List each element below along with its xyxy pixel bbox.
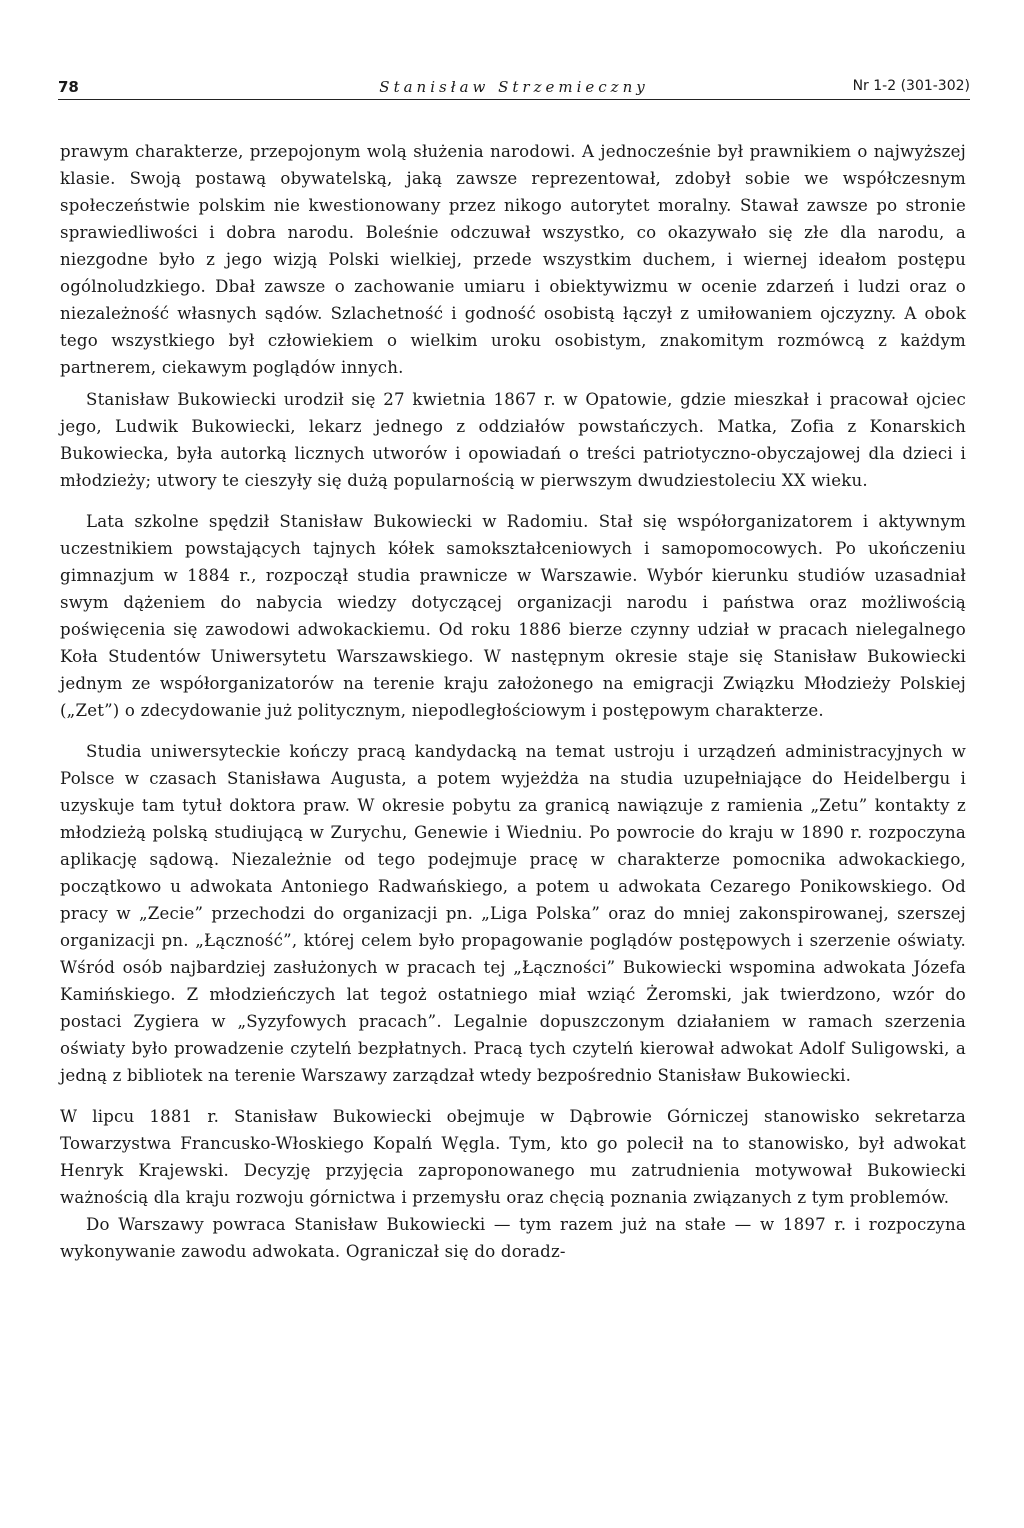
page-number: 78	[58, 78, 79, 96]
paragraph: W lipcu 1881 r. Stanisław Bukowiecki obejmuje w Dąbrowie Górniczej stanowisko sekretarza Towarzystwa Francusko-Włoskiego Kopalń Węgla. Tym, kto go polecił na to stanowisko, był adwokat Henryk Krajewski. Decyzję przyjęcia zaproponowanego mu zatrudnienia motywował Bukowiecki ważnością dla kraju rozwoju górnictwa i przemysłu oraz chęcią poznania związanych z tym problemów.	[60, 1107, 966, 1207]
article-body	[60, 138, 966, 1265]
paragraph: Lata szkolne spędził Stanisław Bukowiecki w Radomiu. Stał się współorganizatorem i aktywnym uczestnikiem powstających tajnych kółek samokształceniowych i samopomocowych. Po ukończeniu gimnazjum w 1884 r., rozpoczął studia prawnicze w Warszawie. Wybór kierunku studiów uzasadniał swym dążeniem do nabycia wiedzy dotyczącej organizacji narodu i państwa oraz możliwością poświęcenia się zawodowi adwokackiemu. Od roku 1886 bierze czynny udział w pracach nielegalnego Koła Studentów Uniwersytetu Warszawskiego. W następnym okresie staje się Stanisław Bukowiecki jednym ze współorganizatorów na terenie kraju założonego na emigracji Związku Młodzieży Polskiej („Zet”) o zdecydowanie już politycznym, niepodległościowym i postępowym charakterze.	[60, 512, 966, 720]
header-rule	[58, 99, 970, 100]
paragraph: Do Warszawy powraca Stanisław Bukowiecki — tym razem już na stałe — w 1897 r. i rozpoczyna wykonywanie zawodu adwokata. Ograniczał się do doradz-	[60, 1215, 966, 1261]
paragraph: Studia uniwersyteckie kończy pracą kandydacką na temat ustroju i urządzeń administracyjnych w Polsce w czasach Stanisława Augusta, a potem wyjeżdża na studia uzupełniające do Heidelbergu i uzyskuje tam tytuł doktora praw. W okresie pobytu za granicą nawiązuje z ramienia „Zetu” kontakty z młodzieżą polską studiującą w Zurychu, Genewie i Wiedniu. Po powrocie do kraju w 1890 r. rozpoczyna aplikację sądową. Niezależnie od tego podejmuje pracę w charakterze pomocnika adwokackiego, początkowo u adwokata Antoniego Radwańskiego, a potem u adwokata Cezarego Ponikowskiego. Od pracy w „Zecie” przechodzi do organizacji pn. „Liga Polska” oraz do mniej zakonspirowanej, szerszej organizacji pn. „Łączność”, której celem było propagowanie poglądów postępowych i szerzenie oświaty. Wśród osób najbardziej zasłużonych w pracach tej „Łączności” Bukowiecki wspomina adwokata Józefa Kamińskiego. Z młodzieńczych lat tegoż ostatniego miał wziąć Żeromski, jak twierdzono, wzór do postaci Zygiera w „Syzyfowych pracach”. Legalnie dopuszczonym działaniem w ramach szerzenia oświaty było prowadzenie czytelń bezpłatnych. Pracą tych czytelń kierował adwokat Adolf Suligowski, a jedną z bibliotek na terenie Warszawy zarządzał wtedy bezpośrednio Stanisław Bukowiecki.	[60, 742, 966, 1085]
paragraph: Stanisław Bukowiecki urodził się 27 kwietnia 1867 r. w Opatowie, gdzie mieszkał i pracował ojciec jego, Ludwik Bukowiecki, lekarz jednego z oddziałów powstańczych. Matka, Zofia z Konarskich Bukowiecka, była autorką licznych utworów i opowiadań o treści patriotyczno-obyczajowej dla dzieci i młodzieży; utwory te cieszyły się dużą popularnością w pierwszym dwudziestoleciu XX wieku.	[60, 390, 966, 490]
page-header	[58, 74, 970, 102]
issue-number: Nr 1-2 (301-302)	[852, 78, 970, 94]
paragraph: prawym charakterze, przepojonym wolą służenia narodowi. A jednocześnie był prawnikiem o najwyższej klasie. Swoją postawą obywatelską, jaką zawsze reprezentował, zdobył sobie we współczesnym społeczeństwie polskim nie kwestionowany przez nikogo autorytet moralny. Stawał zawsze po stronie sprawiedliwości i dobra narodu. Boleśnie odczuwał wszystko, co okazywało się złe dla narodu, a niezgodne było z jego wizją Polski wielkiej, przede wszystkim duchem, i wiernej ideałom postępu ogólnoludzkiego. Dbał zawsze o zachowanie umiaru i obiektywizmu w ocenie zdarzeń i ludzi oraz o niezależność własnych sądów. Szlachetność i godność osobistą łączył z umiłowaniem ojczyzny. A obok tego wszystkiego był człowiekiem o wielkim uroku osobistym, znakomitym rozmówcą z każdym partnerem, ciekawym poglądów innych.	[60, 142, 966, 377]
running-title: Stanisław Strzemieczny	[379, 78, 649, 96]
